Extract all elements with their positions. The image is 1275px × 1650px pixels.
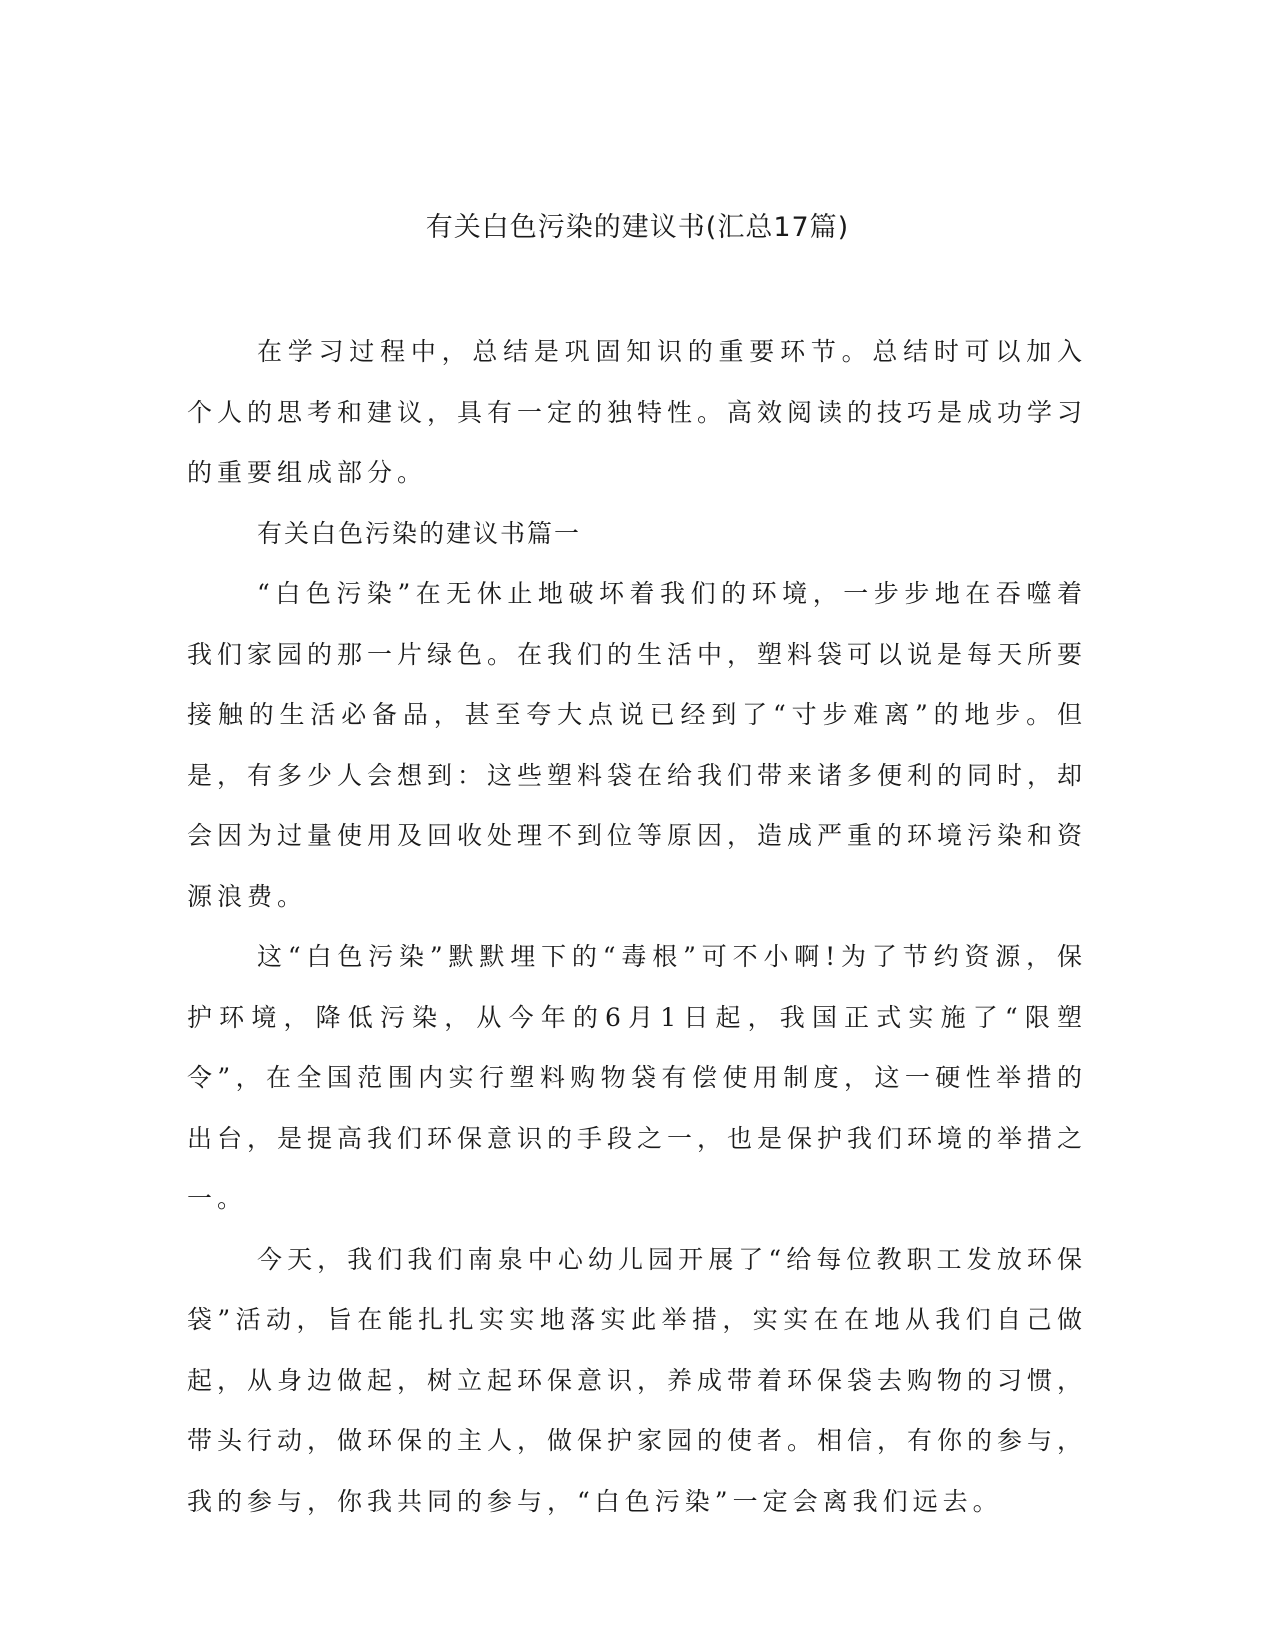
section-heading: 有关白色污染的建议书篇一 bbox=[257, 518, 582, 548]
body-paragraph: 今天，我们我们南泉中心幼儿园开展了“给每位教职工发放环保袋”活动，旨在能扎扎实实地落实此举措，实实在在地从我们自己做起，从身边做起，树立起环保意识，养成带着环保袋去购物的习惯，带头行动，做环保的主人，做保护家园的使者。相信，有你的参与，我的参与，你我共同的参与，“白色污染”一定会离我们远去。 bbox=[187, 1244, 1088, 1516]
body-paragraph: “白色污染”在无休止地破坏着我们的环境，一步步地在吞噬着我们家园的那一片绿色。在我们的生活中，塑料袋可以说是每天所要接触的生活必备品，甚至夸大点说已经到了“寸步难离”的地步。但是，有多少人会想到：这些塑料袋在给我们带来诸多便利的同时，却会因为过量使用及回收处理不到位等原因，造成严重的环境污染和资源浪费。 bbox=[187, 579, 1088, 911]
intro-paragraph: 在学习过程中，总结是巩固知识的重要环节。总结时可以加入个人的思考和建议，具有一定的独特性。高效阅读的技巧是成功学习的重要组成部分。 bbox=[187, 337, 1088, 487]
document-title: 有关白色污染的建议书(汇总17篇) bbox=[425, 212, 850, 243]
body-paragraph: 这“白色污染”默默埋下的“毒根”可不小啊!为了节约资源，保护环境，降低污染，从今年的6月1日起，我国正式实施了“限塑令”，在全国范围内实行塑料购物袋有偿使用制度，这一硬性举措的出台，是提高我们环保意识的手段之一，也是保护我们环境的举措之一。 bbox=[187, 942, 1088, 1213]
document-body bbox=[187, 322, 1087, 1532]
